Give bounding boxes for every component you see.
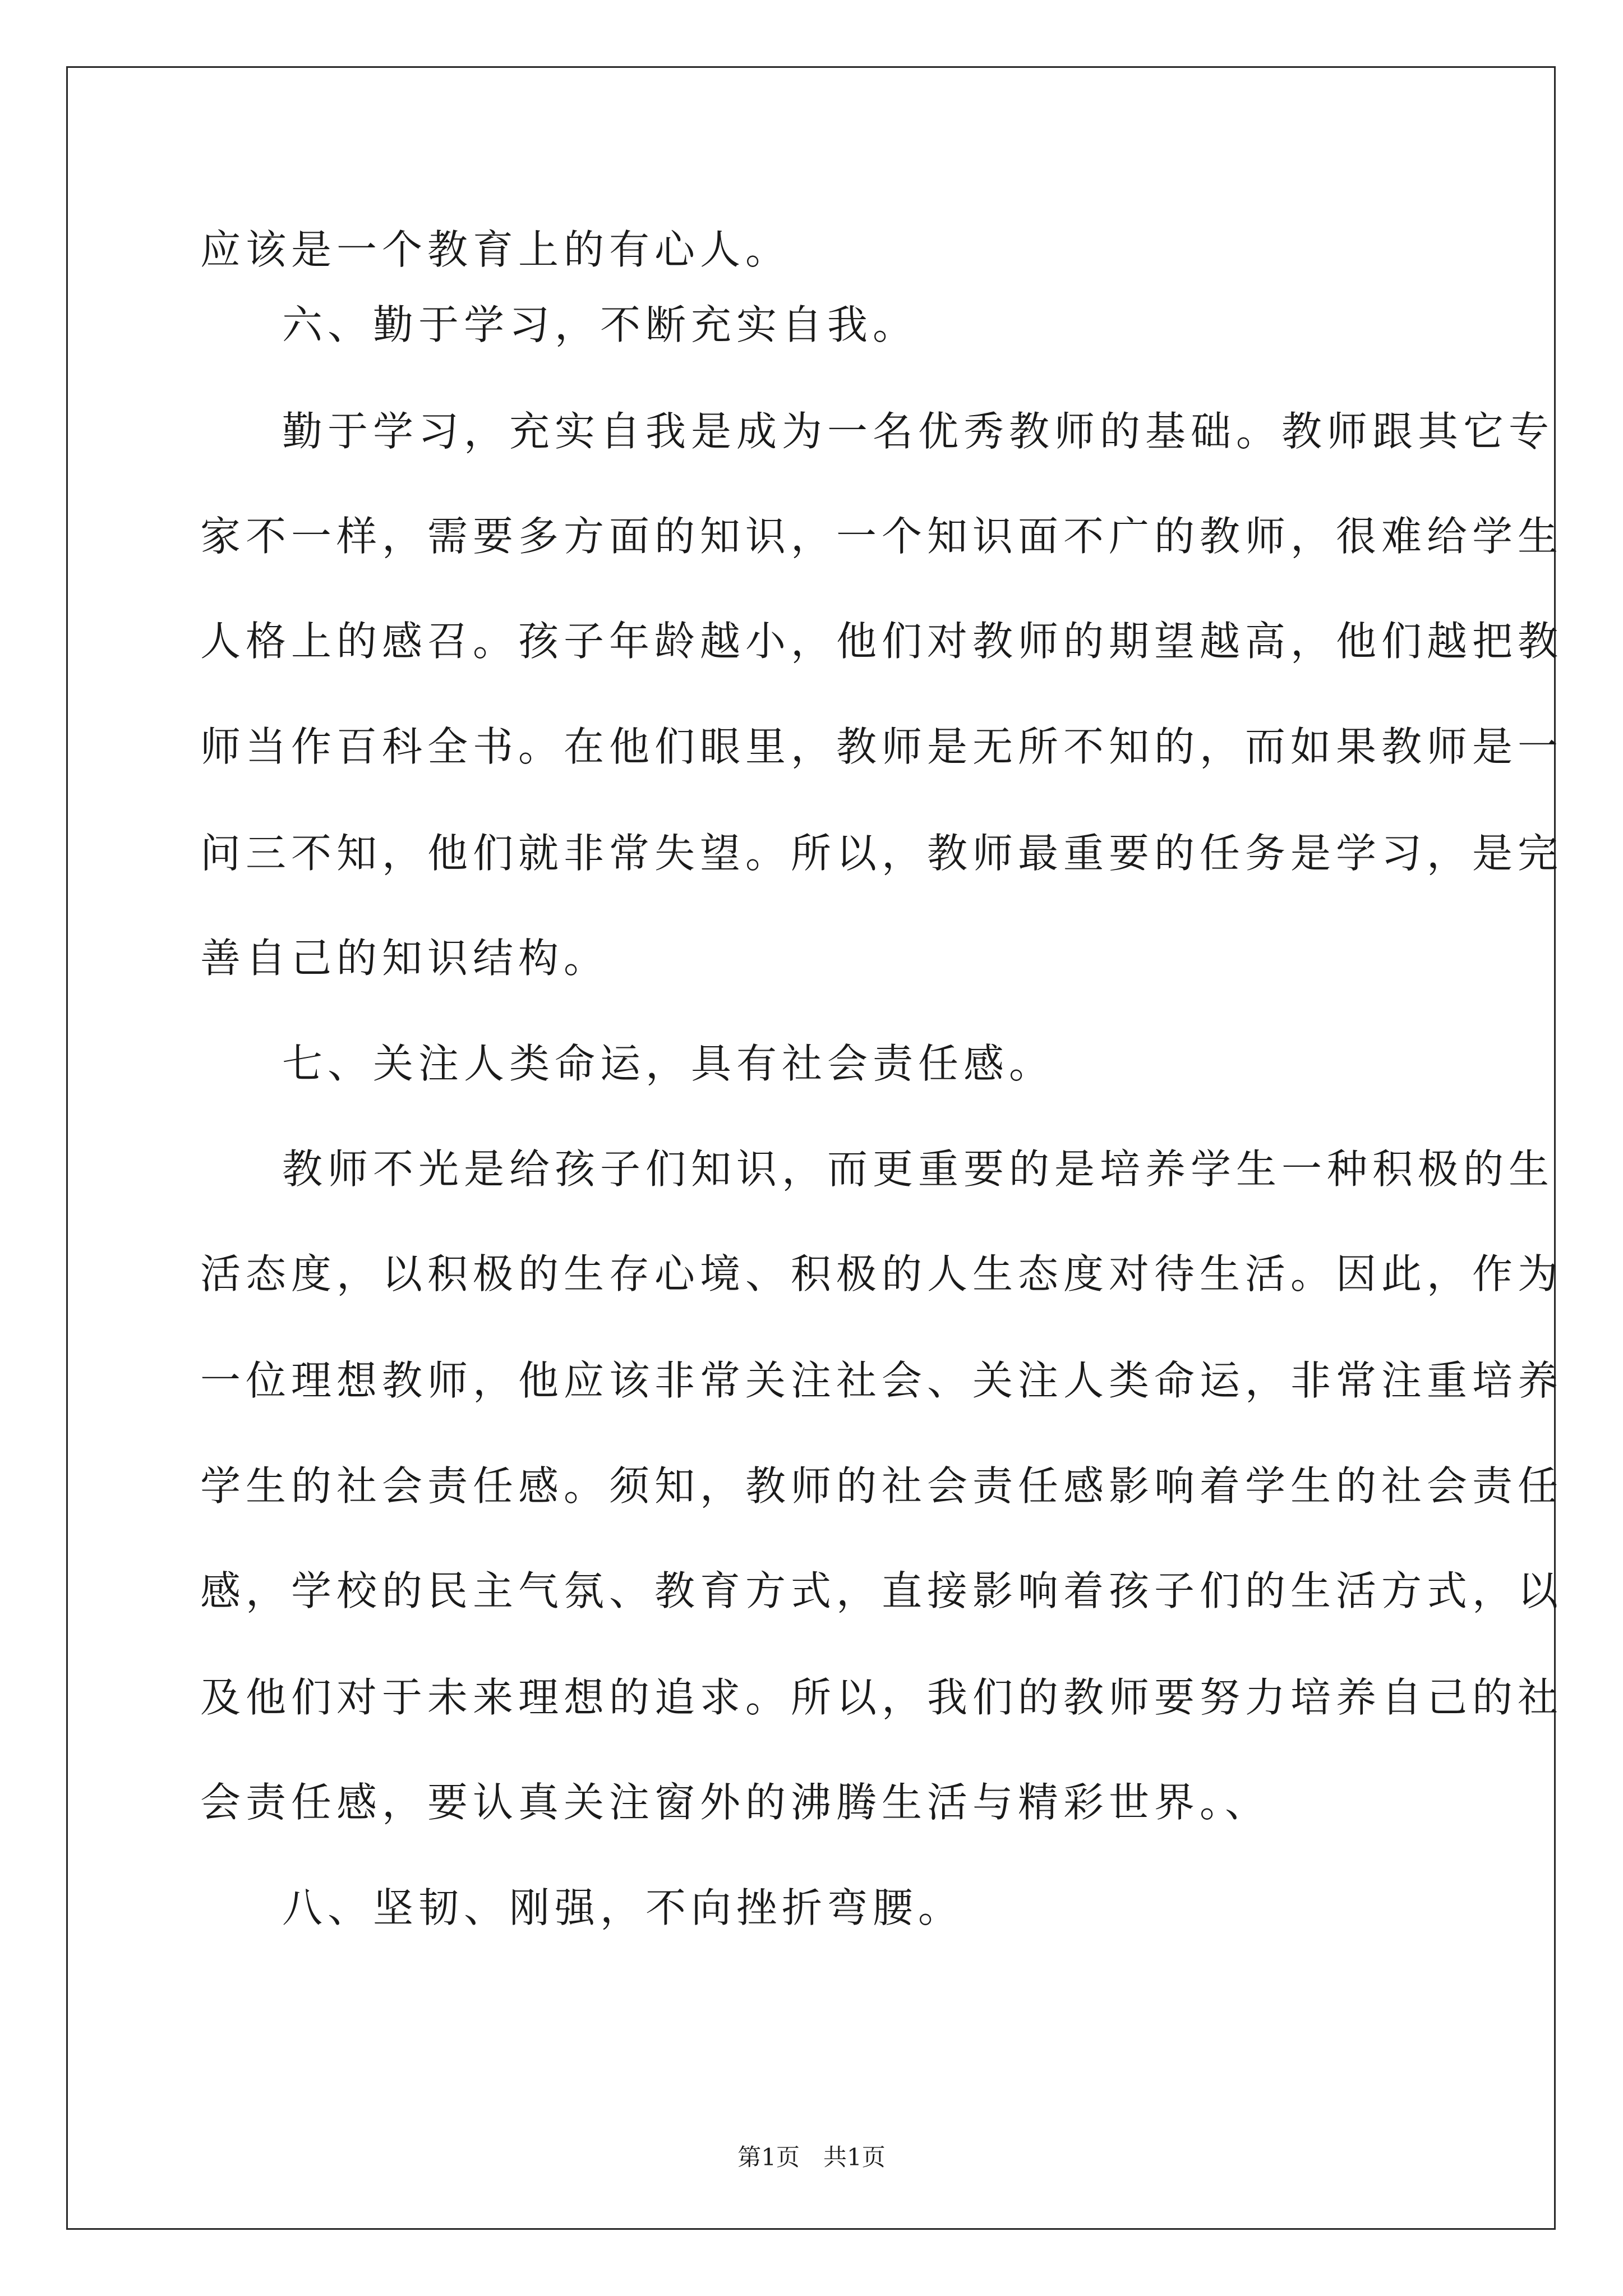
- text-line-7: 问三不知，他们就非常失望。所以，教师最重要的任务是学习，是完: [200, 830, 1564, 877]
- text-line-12: 一位理想教师，他应该非常关注社会、关注人类命运，非常注重培养: [200, 1357, 1564, 1404]
- text-line-14: 感，学校的民主气氛、教育方式，直接影响着孩子们的生活方式，以: [200, 1567, 1564, 1614]
- text-line-1: 应该是一个教育上的有心人。: [200, 226, 791, 273]
- text-line-10: 教师不光是给孩子们知识，而更重要的是培养学生一种积极的生: [282, 1145, 1555, 1193]
- text-line-11: 活态度，以积极的生存心境、积极的人生态度对待生活。因此，作为: [200, 1250, 1564, 1297]
- section-heading-7: 七、关注人类命运，具有社会责任感。: [282, 1040, 1055, 1087]
- text-line-3: 勤于学习，充实自我是成为一名优秀教师的基础。教师跟其它专: [282, 408, 1555, 455]
- text-line-8: 善自己的知识结构。: [200, 935, 610, 982]
- text-line-6: 师当作百科全书。在他们眼里，教师是无所不知的，而如果教师是一: [200, 723, 1564, 770]
- section-heading-8: 八、坚韧、刚强，不向挫折弯腰。: [282, 1884, 964, 1931]
- text-line-13: 学生的社会责任感。须知，教师的社会责任感影响着学生的社会责任: [200, 1462, 1564, 1510]
- text-line-5: 人格上的感召。孩子年龄越小，他们对教师的期望越高，他们越把教: [200, 618, 1564, 665]
- text-line-15: 及他们对于未来理想的追求。所以，我们的教师要努力培养自己的社: [200, 1674, 1564, 1721]
- page-number-footer: 第1页 共1页: [737, 2143, 886, 2171]
- section-heading-6: 六、勤于学习，不断充实自我。: [282, 301, 919, 348]
- text-line-4: 家不一样，需要多方面的知识，一个知识面不广的教师，很难给学生: [200, 513, 1564, 560]
- text-line-16: 会责任感，要认真关注窗外的沸腾生活与精彩世界。、: [200, 1779, 1271, 1826]
